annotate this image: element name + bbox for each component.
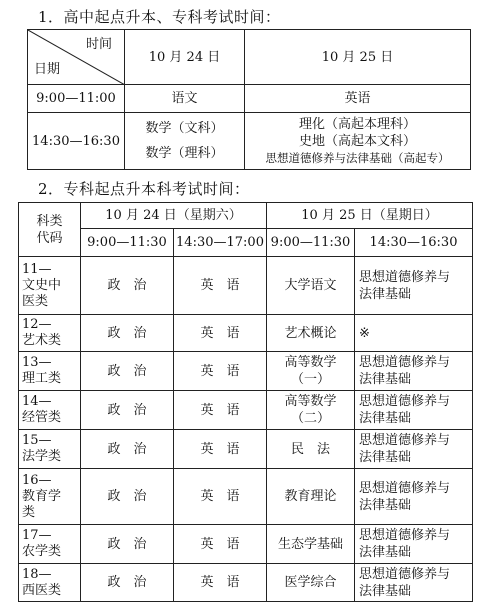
- subject-line: 法律基础: [359, 286, 412, 302]
- category-line: 12—: [22, 317, 52, 332]
- category-line: 13—: [22, 355, 52, 370]
- subject-line: 高等数学: [284, 355, 337, 370]
- subject-cell: [267, 257, 355, 315]
- category-cell: [19, 430, 81, 469]
- subject-line: 思想道德修养与: [359, 269, 451, 285]
- subject-cell: [355, 564, 473, 602]
- category-line: 11—: [22, 261, 52, 277]
- table-row: [19, 430, 473, 469]
- subject-line: 数学（理科）: [145, 146, 224, 161]
- category-line: 理工类: [22, 371, 62, 386]
- subject-line: ※: [359, 325, 370, 341]
- time-slot-header: 9:00—11:30: [267, 229, 355, 257]
- category-line: 经管类: [22, 410, 62, 425]
- subject-line: 理化（高起本理科）: [298, 116, 416, 132]
- subject-line: 思想道德修养与: [359, 355, 451, 370]
- subject-line: 大学语文: [284, 278, 337, 293]
- subject-line: 高等数学: [284, 394, 337, 409]
- table-row: [19, 391, 473, 430]
- subject-line: 法律基础: [359, 497, 412, 513]
- subject-line: 思想道德修养与: [359, 528, 451, 543]
- subject-cell: 政 治: [81, 564, 174, 602]
- corner-date-label: 日期: [34, 62, 61, 77]
- subject-line: （二）: [291, 411, 331, 426]
- subject-line: （一）: [291, 372, 331, 387]
- date-header-24: 10 月 24 日（星期六）: [81, 203, 267, 229]
- time-slot-header: 9:00—11:30: [81, 229, 174, 257]
- subject-cell: 政 治: [81, 352, 174, 391]
- subject-cell: [355, 315, 473, 352]
- gaozhong-schedule-table: [27, 29, 471, 170]
- category-line: 教育学: [22, 488, 62, 504]
- subject-cell: [355, 430, 473, 469]
- table-row: [19, 564, 473, 602]
- table-row: [19, 352, 473, 391]
- subject-cell: 英 语: [174, 391, 267, 430]
- subject-cell: [355, 257, 473, 315]
- subject-cell: [355, 352, 473, 391]
- subject-cell: [125, 113, 245, 170]
- subject-cell: [245, 113, 471, 170]
- category-cell: [19, 352, 81, 391]
- category-line: 14—: [22, 394, 52, 409]
- category-line: 15—: [22, 433, 52, 448]
- category-line: 17—: [22, 528, 52, 543]
- subject-line: 思想道德修养与法律基础（高起专）: [265, 150, 450, 165]
- category-line: 农学类: [22, 544, 62, 559]
- subject-cell: [267, 525, 355, 564]
- category-header-line: 代码: [36, 230, 63, 246]
- subject-line: 艺术概论: [284, 325, 337, 341]
- date-header-25: 10 月 25 日: [245, 30, 471, 85]
- time-cell: 14:30—16:30: [28, 113, 125, 170]
- section2-title: 2．专科起点升本科考试时间：: [38, 180, 250, 198]
- subject-line: 法律基础: [359, 411, 412, 426]
- category-cell: [19, 564, 81, 602]
- subject-line: 法律基础: [359, 545, 412, 560]
- subject-cell: [355, 469, 473, 525]
- subject-cell: [267, 315, 355, 352]
- category-header-cell: [19, 203, 81, 257]
- corner-header-cell: [28, 30, 125, 85]
- subject-cell: 政 治: [81, 430, 174, 469]
- category-line: 法学类: [22, 449, 62, 464]
- subject-line: 法律基础: [359, 583, 412, 599]
- subject-cell: [355, 525, 473, 564]
- section1-title: 1．高中起点升本、专科考试时间：: [38, 8, 281, 26]
- subject-cell: 英 语: [174, 430, 267, 469]
- subject-cell: [267, 352, 355, 391]
- subject-cell: 语文: [125, 85, 245, 113]
- category-header-line: 科类: [36, 213, 63, 229]
- subject-cell: 英 语: [174, 525, 267, 564]
- subject-line: 史地（高起本文科）: [298, 133, 416, 149]
- subject-cell: [267, 391, 355, 430]
- category-cell: [19, 525, 81, 564]
- date-header-24: 10 月 24 日: [125, 30, 245, 85]
- subject-cell: 政 治: [81, 391, 174, 430]
- subject-line: 教育理论: [284, 489, 337, 504]
- category-line: 医类: [22, 293, 49, 309]
- time-slot-header: 14:30—16:30: [355, 229, 473, 257]
- category-line: 西医类: [22, 582, 62, 598]
- table-row: [19, 315, 473, 352]
- table-row: [19, 525, 473, 564]
- subject-cell: 政 治: [81, 257, 174, 315]
- time-slot-header: 14:30—17:00: [174, 229, 267, 257]
- category-line: 类: [22, 504, 36, 520]
- subject-cell: 英 语: [174, 564, 267, 602]
- category-line: 艺术类: [22, 333, 62, 348]
- category-line: 16—: [22, 472, 52, 488]
- subject-cell: [355, 391, 473, 430]
- corner-time-label: 时间: [85, 37, 112, 52]
- subject-line: 医学综合: [284, 575, 337, 590]
- category-cell: [19, 469, 81, 525]
- subject-line: 民 法: [291, 441, 331, 457]
- subject-line: 法律基础: [359, 450, 412, 465]
- table-row: [19, 257, 473, 315]
- subject-cell: 英 语: [174, 352, 267, 391]
- subject-cell: 英语: [245, 85, 471, 113]
- subject-cell: 政 治: [81, 525, 174, 564]
- subject-cell: 政 治: [81, 469, 174, 525]
- subject-cell: 英 语: [174, 469, 267, 525]
- subject-line: 思想道德修养与: [359, 433, 451, 448]
- category-cell: [19, 391, 81, 430]
- zhuanke-schedule-table: [18, 202, 473, 602]
- date-header-25: 10 月 25 日（星期日）: [267, 203, 473, 229]
- subject-line: 生态学基础: [278, 536, 344, 552]
- time-cell: 9:00—11:00: [28, 85, 125, 113]
- subject-line: 法律基础: [359, 372, 412, 387]
- table-row: [19, 469, 473, 525]
- subject-cell: [267, 469, 355, 525]
- category-line: 文史中: [22, 277, 62, 293]
- category-line: 18—: [22, 566, 52, 582]
- category-cell: [19, 315, 81, 352]
- subject-line: 思想道德修养与: [359, 394, 451, 409]
- subject-cell: [267, 564, 355, 602]
- category-cell: [19, 257, 81, 315]
- subject-cell: 政 治: [81, 315, 174, 352]
- subject-line: 数学（文科）: [145, 121, 224, 136]
- subject-cell: 英 语: [174, 315, 267, 352]
- subject-cell: [267, 430, 355, 469]
- subject-line: 思想道德修养与: [359, 566, 451, 582]
- subject-cell: 英 语: [174, 257, 267, 315]
- subject-line: 思想道德修养与: [359, 480, 451, 496]
